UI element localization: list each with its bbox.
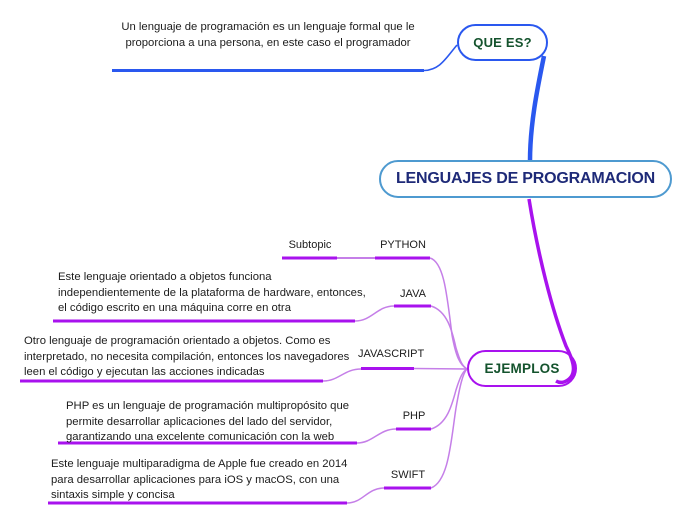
php-label[interactable]: PHP	[402, 410, 426, 422]
root-node[interactable]	[379, 160, 672, 198]
swift-desc-text[interactable]: Este lenguaje multiparadigma de Apple fue creado en 2014 para desarrollar aplicaciones para iOS y macOS, con una sintaxis simple y concisa	[51, 458, 348, 501]
swift-label[interactable]: SWIFT	[390, 469, 426, 481]
javascript-to-ejemplos-connector	[414, 369, 467, 370]
javascript-label[interactable]: JAVASCRIPT	[358, 348, 425, 360]
root-node-label: LENGUAJES DE PROGRAMACION	[395, 170, 656, 187]
subtopic-label[interactable]: Subtopic	[288, 239, 332, 251]
java-label[interactable]: JAVA	[400, 288, 426, 300]
php-desc-text[interactable]: PHP es un lenguaje de programación multipropósito que permite desarrollar aplicaciones del lado del servidor, garantizando una excelente comunicación con la web	[66, 400, 350, 443]
java-to-ejemplos-connector	[431, 306, 467, 369]
que-es-node-label: QUE ES?	[473, 35, 532, 50]
python-label[interactable]: PYTHON	[380, 239, 426, 251]
que-es-node[interactable]	[457, 24, 548, 61]
ejemplos-node[interactable]	[467, 350, 577, 387]
php-to-ejemplos-connector	[431, 369, 467, 429]
swift-to-ejemplos-connector	[431, 369, 467, 488]
javascript-desc-text[interactable]: Otro lenguaje de programación orientado a objetos. Como es interpretado, no necesita compilación, entonces los navegadores leen el código y ejecutan las acciones indicadas	[24, 335, 350, 378]
que-es-note-text[interactable]: Un lenguaje de programación es un lenguaje formal que le proporciona a una persona, en este caso el programador	[121, 21, 415, 49]
python-to-ejemplos-connector	[430, 258, 467, 369]
que-es-to-root-connector	[530, 56, 544, 161]
ejemplos-node-label: EJEMPLOS	[484, 361, 560, 376]
java-desc-text[interactable]: Este lenguaje orientado a objetos funciona independientemente de la plataforma de hardware, entonces, el código escrito en una máquina corre en otra	[58, 271, 366, 314]
